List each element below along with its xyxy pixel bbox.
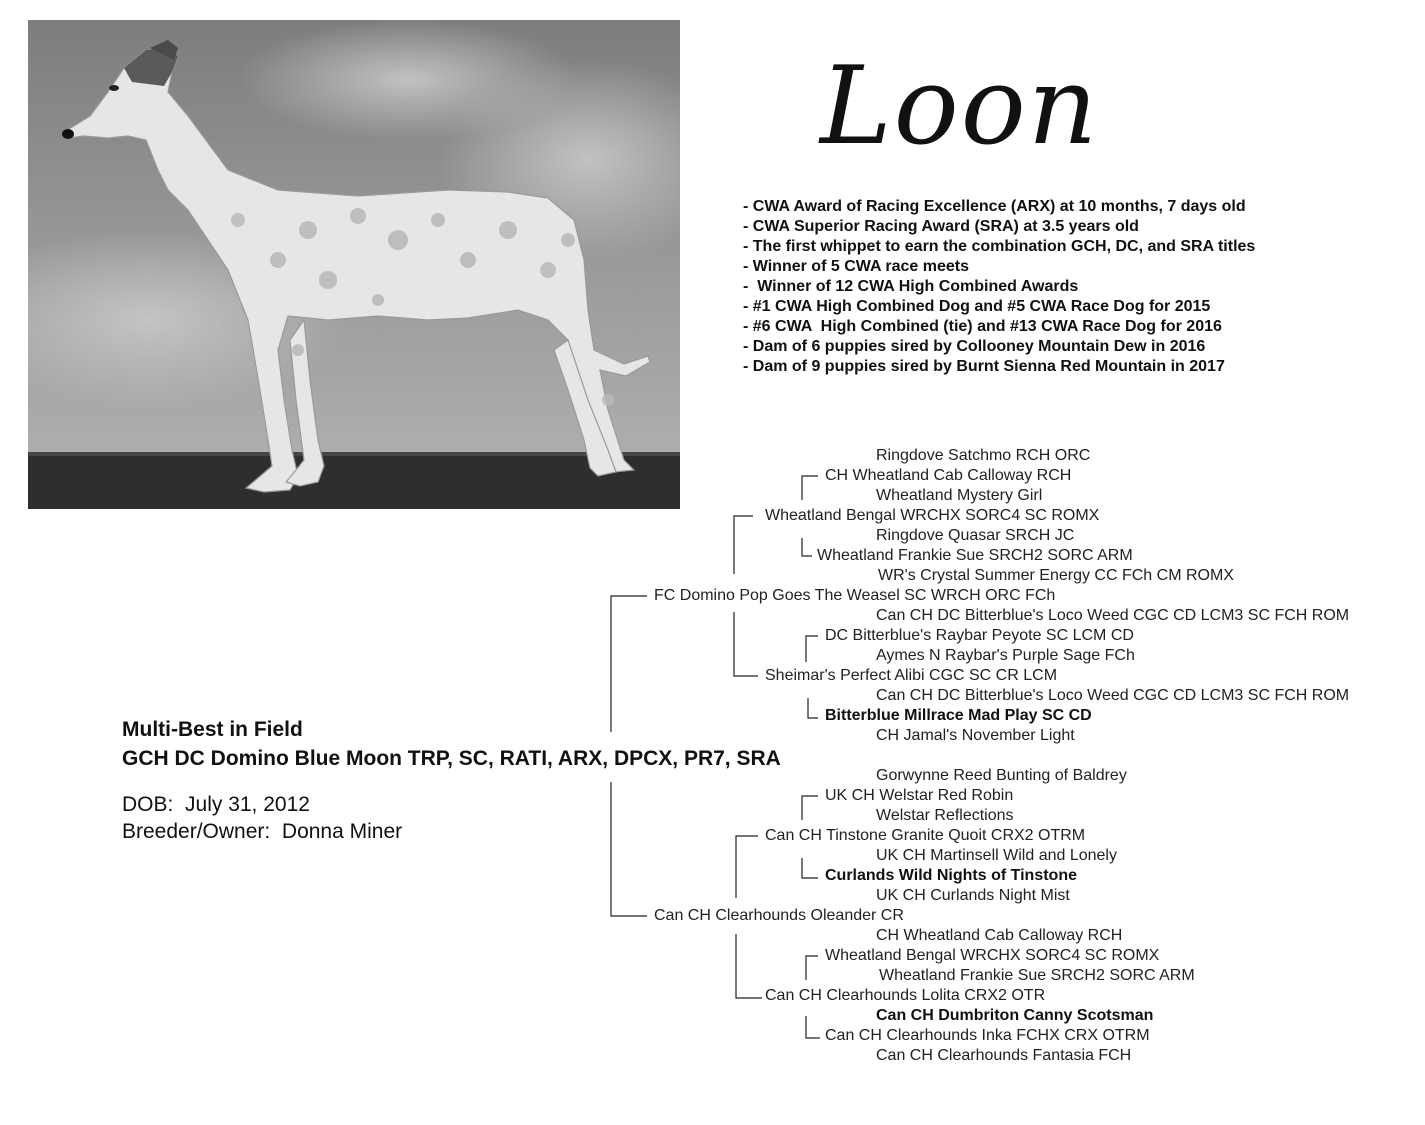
achievements-list bbox=[743, 197, 1255, 377]
achievement-item: - Winner of 5 CWA race meets bbox=[743, 258, 969, 275]
pedigree-dam: Can CH Clearhounds Oleander CR bbox=[654, 907, 904, 924]
pedigree-sire-dam: Sheimar's Perfect Alibi CGC SC CR LCM bbox=[765, 667, 1058, 684]
pedigree-sss-dam: Wheatland Mystery Girl bbox=[876, 487, 1043, 504]
whippet-photo bbox=[28, 20, 680, 509]
pedigree-sd-dam: Bitterblue Millrace Mad Play SC CD bbox=[825, 707, 1092, 724]
dog-info bbox=[122, 715, 781, 845]
dog-full-name: GCH DC Domino Blue Moon TRP, SC, RATI, ARX, DPCX, PR7, SRA bbox=[122, 747, 781, 770]
achievement-item: - The first whippet to earn the combination GCH, DC, and SRA titles bbox=[743, 238, 1256, 255]
achievement-item: - Dam of 6 puppies sired by Collooney Mountain Dew in 2016 bbox=[743, 338, 1206, 355]
achievement-item: - Winner of 12 CWA High Combined Awards bbox=[743, 278, 1079, 295]
pedigree-dss-sire: Gorwynne Reed Bunting of Baldrey bbox=[876, 767, 1127, 784]
achievement-item: - CWA Superior Racing Award (SRA) at 3.5 years old bbox=[743, 218, 1139, 235]
pedigree-ds-sire: UK CH Welstar Red Robin bbox=[825, 787, 1014, 804]
pedigree-ssd-sire: Ringdove Quasar SRCH JC bbox=[876, 527, 1075, 544]
pedigree-dsd-dam: UK CH Curlands Night Mist bbox=[876, 887, 1070, 904]
dob-line: DOB: July 31, 2012 bbox=[122, 793, 310, 816]
pedigree-ss-dam: Wheatland Frankie Sue SRCH2 SORC ARM bbox=[817, 547, 1133, 564]
pedigree-sds-dam: Aymes N Raybar's Purple Sage FCh bbox=[876, 647, 1135, 664]
pedigree-dss-dam: Welstar Reflections bbox=[876, 807, 1014, 824]
pedigree-ddd-sire: Can CH Dumbriton Canny Scotsman bbox=[876, 1007, 1154, 1024]
pedigree-dds-sire: CH Wheatland Cab Calloway RCH bbox=[876, 927, 1123, 944]
award-title: Multi-Best in Field bbox=[122, 718, 303, 741]
breeder-owner-line: Breeder/Owner: Donna Miner bbox=[122, 820, 403, 843]
pedigree-sss-sire: Ringdove Satchmo RCH ORC bbox=[876, 447, 1091, 464]
achievement-item: - CWA Award of Racing Excellence (ARX) at 10 months, 7 days old bbox=[743, 198, 1246, 215]
achievement-item: - Dam of 9 puppies sired by Burnt Sienna Red Mountain in 2017 bbox=[743, 358, 1225, 375]
achievement-item: - #6 CWA High Combined (tie) and #13 CWA Race Dog for 2016 bbox=[743, 318, 1222, 335]
pedigree-ddd-dam: Can CH Clearhounds Fantasia FCH bbox=[876, 1047, 1132, 1064]
pedigree-sd-sire: DC Bitterblue's Raybar Peyote SC LCM CD bbox=[825, 627, 1134, 644]
script-name-title: Loon bbox=[820, 44, 1100, 169]
pedigree-dam-dam: Can CH Clearhounds Lolita CRX2 OTR bbox=[765, 987, 1046, 1004]
whippet-photo-graphic bbox=[28, 20, 680, 509]
pedigree-dd-sire: Wheatland Bengal WRCHX SORC4 SC ROMX bbox=[825, 947, 1160, 964]
pedigree-dds-dam: Wheatland Frankie Sue SRCH2 SORC ARM bbox=[879, 967, 1195, 984]
pedigree-sdd-sire: Can CH DC Bitterblue's Loco Weed CGC CD LCM3 SC FCH ROM bbox=[876, 687, 1350, 704]
pedigree-dsd-sire: UK CH Martinsell Wild and Lonely bbox=[876, 847, 1117, 864]
pedigree-sire: FC Domino Pop Goes The Weasel SC WRCH ORC FCh bbox=[654, 587, 1056, 604]
achievement-item: - #1 CWA High Combined Dog and #5 CWA Race Dog for 2015 bbox=[743, 298, 1211, 315]
pedigree-sire-sire: Wheatland Bengal WRCHX SORC4 SC ROMX bbox=[765, 507, 1100, 524]
pedigree-ssd-dam: WR's Crystal Summer Energy CC FCh CM ROMX bbox=[878, 567, 1234, 584]
pedigree-ss-sire: CH Wheatland Cab Calloway RCH bbox=[825, 467, 1072, 484]
pedigree-sds-sire: Can CH DC Bitterblue's Loco Weed CGC CD LCM3 SC FCH ROM bbox=[876, 607, 1350, 624]
pedigree-sdd-dam: CH Jamal's November Light bbox=[876, 727, 1075, 744]
pedigree-dam-sire: Can CH Tinstone Granite Quoit CRX2 OTRM bbox=[765, 827, 1086, 844]
pedigree-ds-dam: Curlands Wild Nights of Tinstone bbox=[825, 867, 1077, 884]
pedigree-dd-dam: Can CH Clearhounds Inka FCHX CRX OTRM bbox=[825, 1027, 1150, 1044]
